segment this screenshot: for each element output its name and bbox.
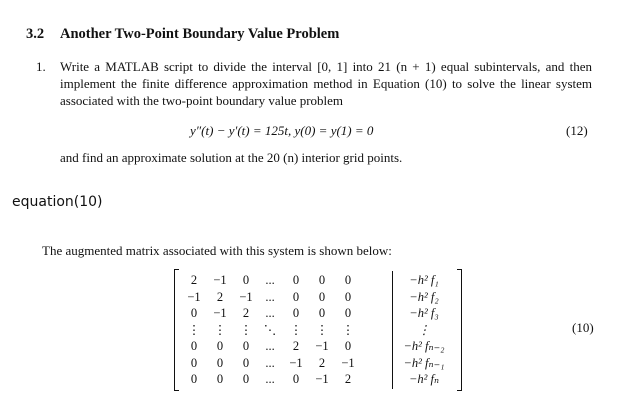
matrix-cell: −1 bbox=[289, 355, 303, 370]
matrix-cell: −1 bbox=[213, 306, 227, 320]
matrix-row bbox=[174, 306, 462, 321]
matrix-cell: 0 bbox=[242, 273, 250, 287]
section-heading bbox=[26, 26, 339, 43]
matrix-row bbox=[174, 290, 462, 305]
section-title: Another Two-Point Boundary Value Problem bbox=[60, 26, 340, 42]
matrix-rhs: ⋮ bbox=[417, 322, 431, 337]
matrix-cell: 2 bbox=[242, 306, 250, 320]
matrix-cell: 0 bbox=[242, 339, 250, 353]
matrix-cell: 0 bbox=[190, 355, 198, 370]
matrix-cell: −1 bbox=[315, 372, 329, 386]
matrix-cell: 0 bbox=[344, 289, 352, 304]
matrix-row bbox=[174, 372, 462, 387]
augmented-matrix bbox=[174, 269, 462, 391]
matrix-cell: 0 bbox=[190, 339, 198, 353]
matrix-cell: ... bbox=[265, 289, 275, 304]
matrix-cell: ⋮ bbox=[315, 322, 329, 337]
matrix-rhs: −h² fₙ bbox=[408, 372, 440, 386]
matrix-cell: ⋱ bbox=[263, 322, 277, 337]
matrix-row bbox=[174, 323, 462, 338]
matrix-cell: ⋮ bbox=[239, 322, 253, 337]
matrix-rhs: −h² f₁ bbox=[409, 273, 439, 287]
matrix-cell: 2 bbox=[190, 273, 198, 287]
matrix-cell: 2 bbox=[344, 372, 352, 386]
matrix-row bbox=[174, 356, 462, 371]
matrix-rhs: −h² fₙ₋₁ bbox=[403, 355, 445, 370]
matrix-cell: 0 bbox=[318, 306, 326, 320]
matrix-rhs: −h² fₙ₋₂ bbox=[403, 339, 445, 353]
matrix-cell: ... bbox=[265, 273, 275, 287]
matrix-cell: 2 bbox=[318, 355, 326, 370]
matrix-cell: 0 bbox=[216, 339, 224, 353]
matrix-cell: 0 bbox=[242, 355, 250, 370]
matrix-intro-text: The augmented matrix associated with this system is shown below: bbox=[42, 243, 392, 258]
matrix-cell: 0 bbox=[216, 372, 224, 386]
equation-12: y″(t) − y′(t) = 125t, y(0) = y(1) = 0 bbox=[190, 123, 374, 138]
problem-statement bbox=[36, 58, 592, 109]
matrix-cell: 0 bbox=[216, 355, 224, 370]
equation-10-label: equation(10) bbox=[12, 194, 103, 210]
problem-number: 1. bbox=[36, 59, 46, 74]
matrix-cell: 0 bbox=[190, 306, 198, 320]
matrix-cell: 0 bbox=[318, 273, 326, 287]
matrix-cell: ... bbox=[265, 306, 275, 320]
matrix-cell: 0 bbox=[344, 306, 352, 320]
matrix-cell: 0 bbox=[242, 372, 250, 386]
matrix-cell: 0 bbox=[292, 372, 300, 386]
matrix-cell: 2 bbox=[216, 289, 224, 304]
matrix-cell: ... bbox=[265, 355, 275, 370]
matrix-cell: 0 bbox=[318, 289, 326, 304]
matrix-cell: −1 bbox=[187, 289, 201, 304]
matrix-rhs: −h² f₂ bbox=[409, 289, 439, 304]
matrix-cell: 0 bbox=[190, 372, 198, 386]
problem-text: Write a MATLAB script to divide the interval [0, 1] into 21 (n + 1) equal subintervals, and then implement the finite difference approximation method in Equation (10) to solve the linear system associated with the two-point boundary value problem bbox=[60, 59, 592, 108]
matrix-cell: −1 bbox=[239, 289, 253, 304]
matrix-cell: −1 bbox=[315, 339, 329, 353]
matrix-cell: 0 bbox=[292, 306, 300, 320]
matrix-cell: ⋮ bbox=[213, 322, 227, 337]
equation-12-tag: (12) bbox=[566, 123, 588, 138]
matrix-cell: 0 bbox=[344, 273, 352, 287]
matrix-cell: −1 bbox=[213, 273, 227, 287]
matrix-rhs: −h² f₃ bbox=[409, 306, 439, 320]
matrix-cell: −1 bbox=[341, 355, 355, 370]
equation-10-tag: (10) bbox=[572, 320, 594, 335]
matrix-cell: ⋮ bbox=[341, 322, 355, 337]
matrix-cell: 0 bbox=[292, 289, 300, 304]
matrix-cell: ⋮ bbox=[289, 322, 303, 337]
problem-tail-text: and find an approximate solution at the 20 (n) interior grid points. bbox=[60, 150, 403, 165]
section-number: 3.2 bbox=[26, 26, 45, 42]
matrix-cell: 0 bbox=[344, 339, 352, 353]
matrix-cell: ... bbox=[265, 372, 275, 386]
matrix-cell: 2 bbox=[292, 339, 300, 353]
matrix-cell: ... bbox=[265, 339, 275, 353]
matrix-cell: 0 bbox=[292, 273, 300, 287]
matrix-cell: ⋮ bbox=[187, 322, 201, 337]
matrix-row bbox=[174, 339, 462, 354]
matrix-row bbox=[174, 273, 462, 288]
